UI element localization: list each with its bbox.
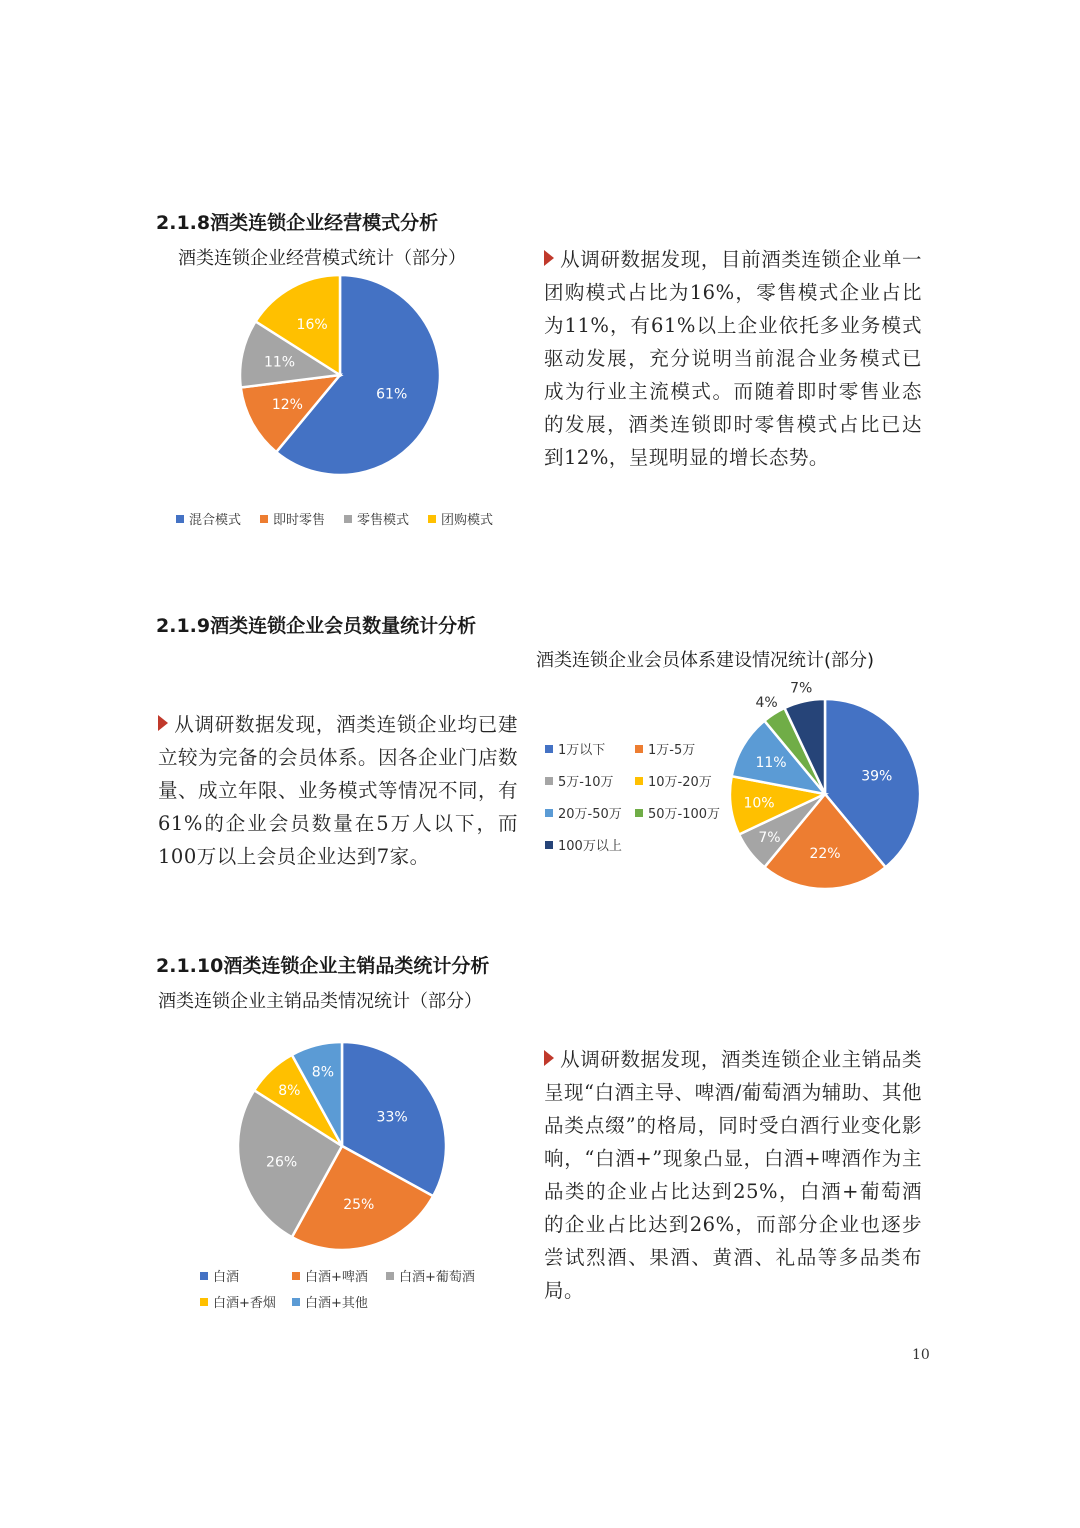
triangle-bullet-icon <box>544 1050 554 1066</box>
legend-label: 白酒+香烟 <box>213 1296 276 1311</box>
legend-item <box>635 739 695 758</box>
section2-text: 从调研数据发现，酒类连锁企业均已建立较为完备的会员体系。因各企业门店数量、成立年限、业务模式等情况不同，有61%的企业会员数量在5万人以下，而100万以上会员企业达到7家。 <box>158 713 519 868</box>
section3-text: 从调研数据发现，酒类连锁企业主销品类呈现“白酒主导、啤酒/葡萄酒为辅助、其他品类点缀”的格局，同时受白酒行业变化影响，“白酒+”现象凸显，白酒+啤酒作为主品类的企业占比达到25%，白酒+葡萄酒的企业占比达到26%，而部分企业也逐步尝试烈酒、果酒、黄酒、礼品等多品类布局。 <box>544 1048 922 1302</box>
section3-paragraph <box>544 1043 922 1307</box>
chart2-title: 酒类连锁企业会员体系建设情况统计(部分) <box>536 650 875 671</box>
legend-swatch <box>635 745 643 753</box>
pie-label: 7% <box>758 830 781 847</box>
section-heading-2-1-10: 2.1.10酒类连锁企业主销品类统计分析 <box>156 955 490 977</box>
legend-item <box>635 771 712 790</box>
section1-paragraph <box>544 243 922 474</box>
chart3-pie <box>220 1030 460 1260</box>
pie-label: 11% <box>755 755 787 772</box>
legend-label: 即时零售 <box>273 513 326 528</box>
legend-label: 20万-50万 <box>558 807 622 822</box>
legend-item <box>428 509 493 528</box>
chart1-title: 酒类连锁企业经营模式统计（部分） <box>178 248 466 269</box>
legend-label: 混合模式 <box>189 513 242 528</box>
page-number: 10 <box>912 1347 930 1363</box>
legend-swatch <box>344 515 352 523</box>
legend-label: 团购模式 <box>441 513 494 528</box>
pie-label: 4% <box>755 695 778 711</box>
legend-item <box>545 803 622 822</box>
chart1-legend <box>176 509 536 529</box>
pie-label: 33% <box>376 1109 408 1126</box>
pie-label: 8% <box>311 1064 335 1081</box>
legend-swatch <box>545 745 553 753</box>
legend-item <box>545 835 622 854</box>
legend-label: 1万-5万 <box>648 743 696 758</box>
legend-swatch <box>200 1272 208 1280</box>
legend-swatch <box>200 1298 208 1306</box>
legend-swatch <box>545 777 553 785</box>
legend-swatch <box>545 841 553 849</box>
pie-label: 12% <box>271 396 303 413</box>
pie-label: 10% <box>743 795 775 812</box>
pie-label: 39% <box>861 768 893 785</box>
legend-label: 50万-100万 <box>648 807 721 822</box>
legend-item <box>386 1266 475 1285</box>
chart2-legend <box>545 739 735 859</box>
legend-swatch <box>292 1272 300 1280</box>
legend-item <box>292 1292 368 1311</box>
section1-text: 从调研数据发现，目前酒类连锁企业单一团购模式占比为16%，零售模式企业占比为11%，有61%以上企业依托多业务模式驱动发展，充分说明当前混合业务模式已成为行业主流模式。而随着即时零售业态的发展，酒类连锁即时零售模式占比已达到12%，呈现明显的增长态势。 <box>544 248 922 469</box>
section-heading-2-1-9: 2.1.9酒类连锁企业会员数量统计分析 <box>156 615 477 637</box>
section2-paragraph <box>158 708 518 873</box>
legend-swatch <box>176 515 184 523</box>
legend-item <box>200 1292 276 1311</box>
legend-label: 白酒+其他 <box>305 1296 368 1311</box>
legend-label: 100万以上 <box>558 839 622 854</box>
pie-label: 22% <box>809 845 841 862</box>
legend-label: 白酒 <box>213 1270 240 1285</box>
legend-item <box>176 509 241 528</box>
legend-item <box>200 1266 239 1285</box>
pie-label: 8% <box>278 1082 301 1099</box>
chart1-pie <box>210 275 470 475</box>
triangle-bullet-icon <box>544 250 554 266</box>
legend-label: 5万-10万 <box>558 775 614 790</box>
legend-swatch <box>635 809 643 817</box>
legend-swatch <box>545 809 553 817</box>
legend-swatch <box>260 515 268 523</box>
pie-label: 16% <box>296 317 328 334</box>
pie-label: 11% <box>263 354 296 371</box>
chart3-title: 酒类连锁企业主销品类情况统计（部分） <box>158 991 482 1012</box>
legend-item <box>545 739 605 758</box>
legend-item <box>292 1266 368 1285</box>
legend-label: 白酒+啤酒 <box>305 1270 368 1285</box>
legend-swatch <box>428 515 436 523</box>
triangle-bullet-icon <box>158 715 168 731</box>
legend-item <box>260 509 325 528</box>
pie-label: 7% <box>790 680 813 697</box>
section-heading-2-1-8: 2.1.8酒类连锁企业经营模式分析 <box>156 212 439 234</box>
legend-item <box>344 509 409 528</box>
pie-label: 25% <box>343 1196 375 1213</box>
legend-label: 零售模式 <box>357 513 410 528</box>
legend-label: 10万-20万 <box>648 775 712 790</box>
chart2-pie <box>715 672 935 902</box>
legend-item <box>635 803 720 822</box>
pie-label: 61% <box>376 386 408 403</box>
legend-swatch <box>635 777 643 785</box>
legend-label: 1万以下 <box>558 743 606 758</box>
legend-swatch <box>292 1298 300 1306</box>
legend-label: 白酒+葡萄酒 <box>399 1270 475 1285</box>
pie-label: 26% <box>266 1154 298 1171</box>
chart3-legend <box>200 1266 500 1314</box>
legend-swatch <box>386 1272 394 1280</box>
legend-item <box>545 771 614 790</box>
